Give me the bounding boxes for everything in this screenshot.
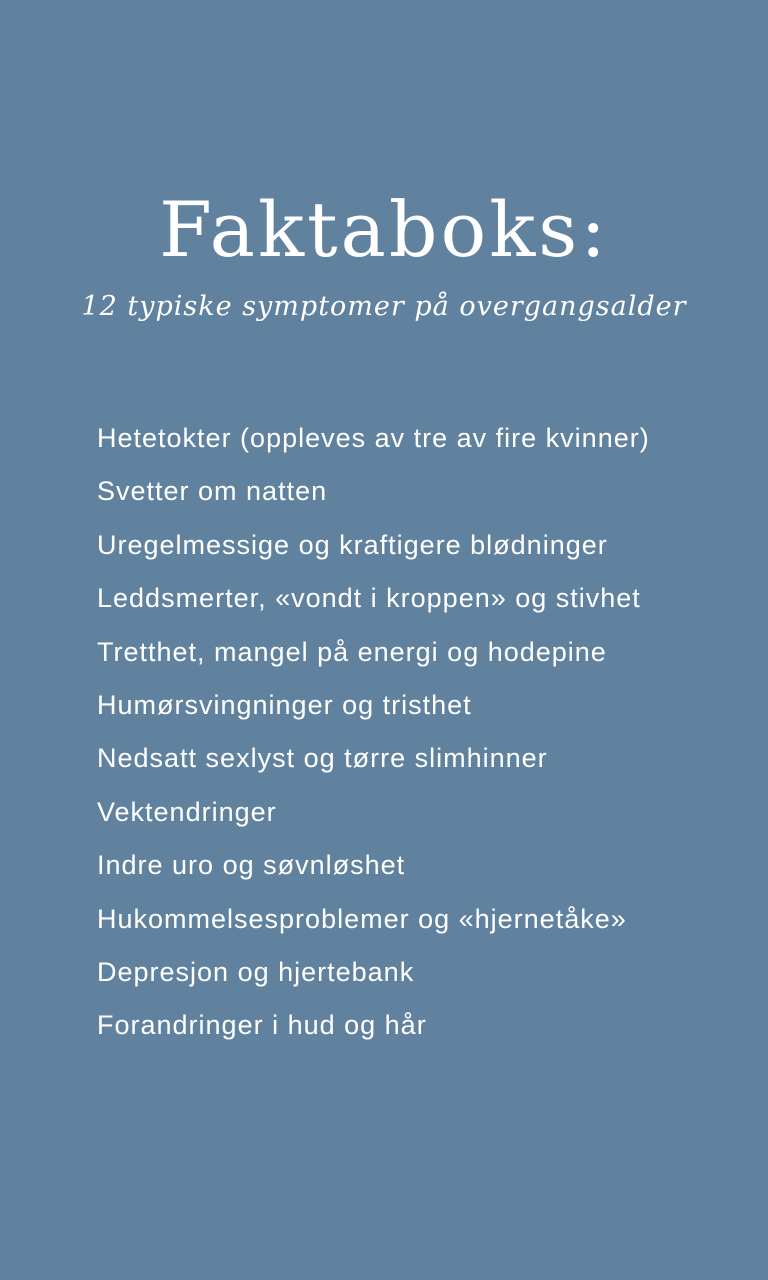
- symptom-item: Tretthet, mangel på energi og hodepine: [97, 636, 607, 667]
- symptom-item: Indre uro og søvnløshet: [97, 850, 406, 881]
- symptom-item: Nedsatt sexlyst og tørre slimhinner: [97, 743, 548, 774]
- symptom-item: Uregelmessige og kraftigere blødninger: [97, 529, 608, 560]
- factbox-subtitle: 12 typiske symptomer på overgangsalder: [81, 291, 687, 322]
- symptom-item: Svetter om natten: [97, 476, 328, 507]
- symptom-list: [97, 412, 717, 1053]
- symptom-item: Leddsmerter, «vondt i kroppen» og stivhet: [97, 583, 641, 614]
- symptom-item: Hetetokter (oppleves av tre av fire kvinner): [97, 423, 650, 453]
- symptom-item: Depresjon og hjertebank: [97, 957, 415, 988]
- symptom-item: Forandringer i hud og hår: [97, 1010, 427, 1041]
- symptom-item: Humørsvingninger og tristhet: [97, 690, 472, 721]
- symptom-item: Vektendringer: [97, 796, 277, 827]
- factbox-title: Faktaboks:: [159, 185, 609, 274]
- symptom-item: Hukommelsesproblemer og «hjernetåke»: [97, 903, 627, 934]
